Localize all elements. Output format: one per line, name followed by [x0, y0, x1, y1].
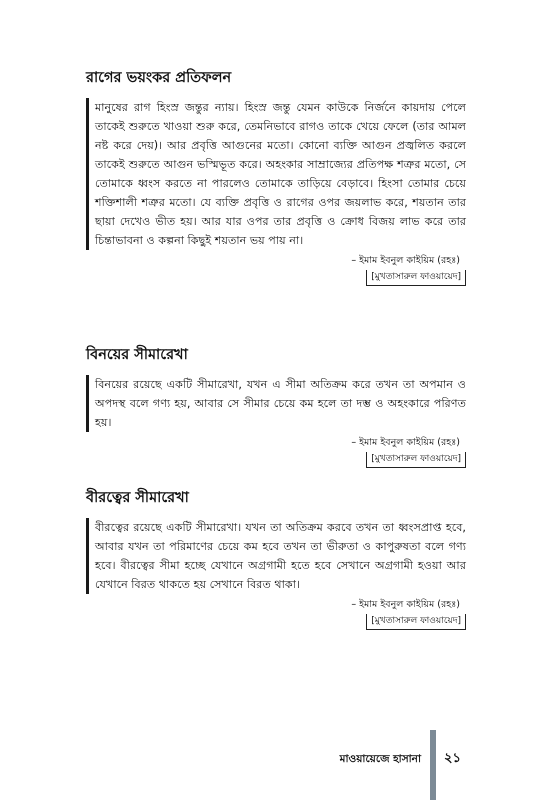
section-heading: বিনয়ের সীমারেখা — [86, 347, 188, 363]
section-heading: বীরত্বের সীমারেখা — [86, 490, 189, 506]
attribution: – ইমাম ইবনুল কাইয়িম (রহঃ) — [351, 437, 460, 448]
source-reference: [মুখতাসারুল ফাওয়ায়েদ] — [366, 452, 466, 468]
source-reference: [মুখতাসারুল ফাওয়ায়েদ] — [366, 270, 466, 286]
attribution: – ইমাম ইবনুল কাইয়িম (রহঃ) — [351, 255, 460, 266]
section-body: বীরত্বের রয়েছে একটি সীমারেখা। যখন তা অতিক্রম করবে তখন তা ধ্বংসপ্রাপ্ত হবে, আবার যখন তা পরিমাণের চেয়ে কম হবে তখন তা ভীরুতা ও কাপুরুষতা বলে গণ্য হবে। বীরত্বের সীমা হচ্ছে যেখানে অগ্রগামী হতে হবে সেখানে অগ্রগামী হওয়া আর যেখানে বিরত থাকতে হয় সেখানে বিরত থাকা। — [86, 518, 466, 594]
section-heading: রাগের ভয়ংকর প্রতিফলন — [86, 70, 232, 86]
source-reference: [মুখতাসারুল ফাওয়ায়েদ] — [366, 614, 466, 630]
footer-divider — [430, 730, 436, 800]
page-number: ২১ — [444, 751, 461, 766]
section-bravery — [86, 488, 466, 630]
attribution: – ইমাম ইবনুল কাইয়িম (রহঃ) — [351, 599, 460, 610]
section-body: বিনয়ের রয়েছে একটি সীমারেখা, যখন এ সীমা অতিক্রম করে তখন তা অপমান ও অপদস্থ বলে গণ্য হয়, আবার সে সীমার চেয়ে কম হলে তা দম্ভ ও অহংকারে পরিণত হয়। — [86, 375, 466, 432]
section-anger — [86, 68, 466, 286]
footer-book-title: মাওয়ায়েজে হাসানা — [339, 753, 421, 765]
section-body: মানুষের রাগ হিংস্র জন্তুর ন্যায়। হিংস্র জন্তু যেমন কাউকে নির্জনে কায়দায় পেলে তাকেই শুরুতে খাওয়া শুরু করে, তেমনিভাবে রাগও তাকে খেয়ে ফেলে (তার আমল নষ্ট করে দেয়)। আর প্রবৃত্তি আগুনের মতো। কোনো ব্যক্তি আগুন প্রজ্বলিত করলে তাকেই শুরুতে আগুন ভস্মিভূত করে। অহংকার সাম্রাজ্যের প্রতিপক্ষ শত্রুর মতো, সে তোমাকে ধ্বংস করতে না পারলেও তোমাকে তাড়িয়ে বেড়াবে। হিংসা তোমার চেয়ে শক্তিশালী শত্রুর মতো। যে ব্যক্তি প্রবৃত্তি ও রাগের ওপর জয়লাভ করে, শয়তান তার ছায়া দেখেও ভীত হয়। আর যার ওপর তার প্রবৃত্তি ও ক্রোধ বিজয় লাভ করে তার চিন্তাভাবনা ও কল্পনা কিছুই শয়তান ভয় পায় না। — [86, 98, 466, 250]
section-humility — [86, 345, 466, 468]
